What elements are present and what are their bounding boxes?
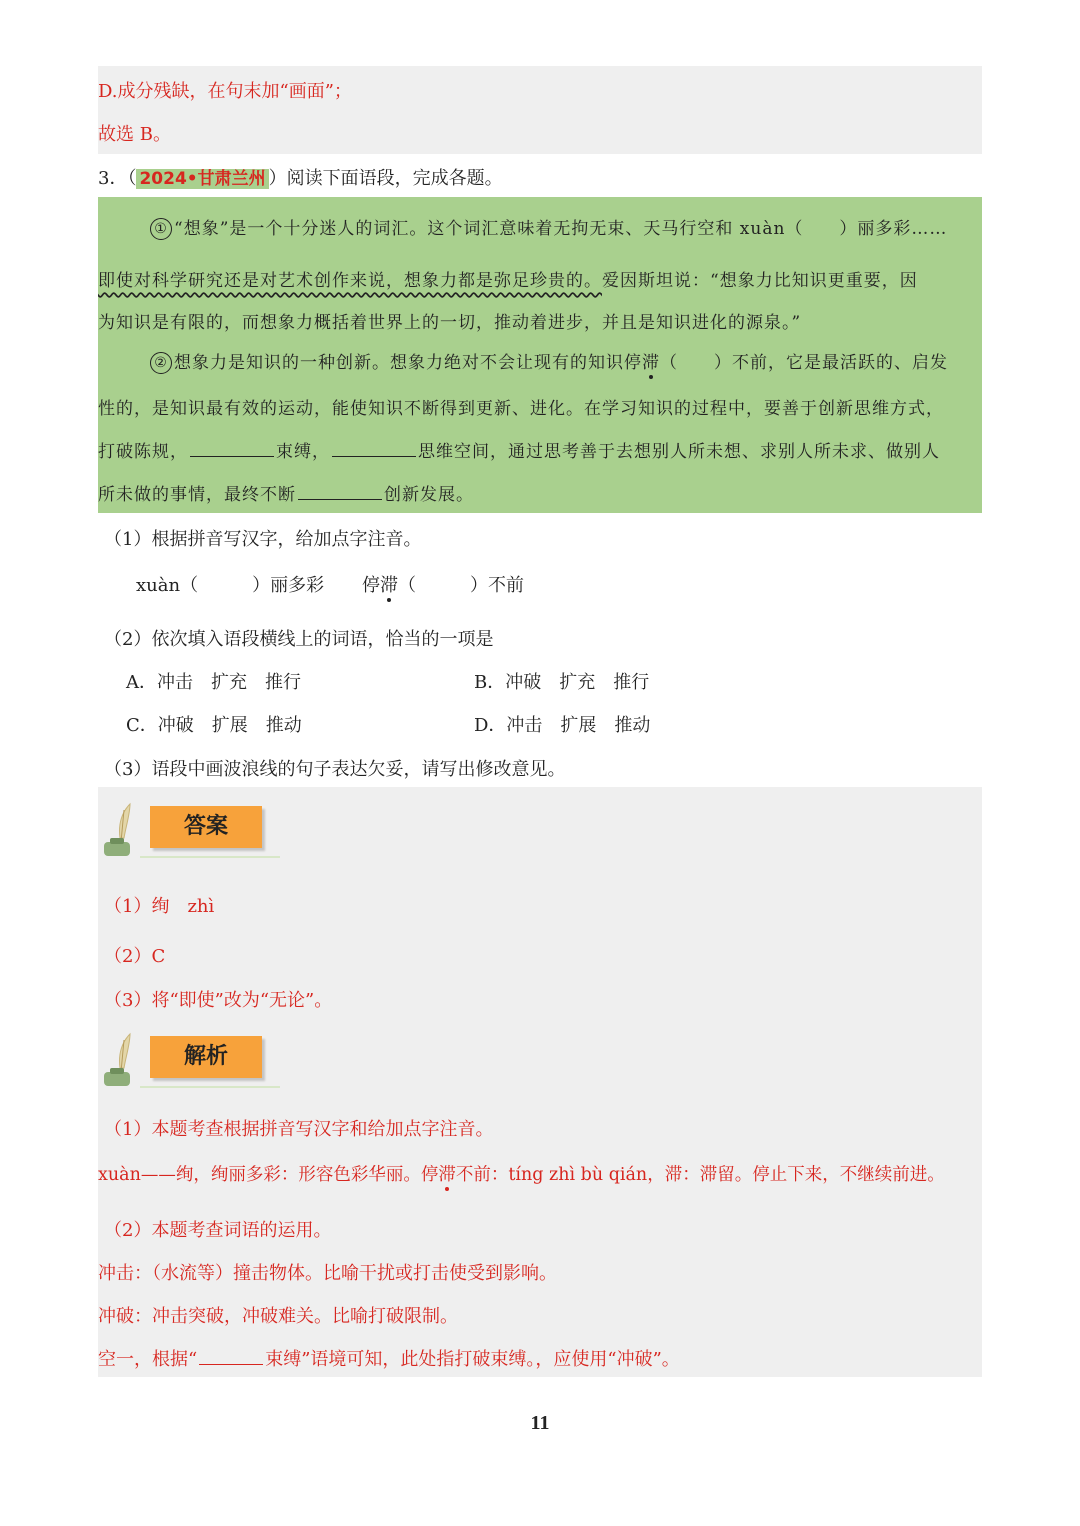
passage-p2-text-c3: 思维空间，通过思考善于去想别人所未想、求别人所未求、做别人: [418, 442, 940, 462]
subquestion-2-prompt: （2）依次填入语段横线上的词语，恰当的一项是: [104, 629, 494, 650]
passage-p2-text-d1: 所未做的事情，最终不断: [98, 485, 296, 505]
option-c: C．冲破 扩展 推动: [126, 715, 302, 736]
answer-banner-label: 答案: [150, 806, 262, 848]
answer-line-1: （1）绚 zhì: [104, 896, 215, 917]
analysis-blank: [199, 1350, 263, 1365]
question-header: [98, 164, 503, 190]
passage-line-1: [150, 214, 947, 240]
subquestion-1-item-a: xuàn（ ）丽多彩: [136, 575, 325, 596]
passage-line-5: 性的，是知识最有效的运动，能使知识不断得到更新、进化。在学习知识的过程中，要善于创新思维方式，: [98, 399, 944, 419]
analysis-line-1: （1）本题考查根据拼音写汉字和给加点字注音。: [104, 1119, 494, 1140]
blank-2: [332, 442, 416, 457]
passage-line-3: 为知识是有限的，而想象力概括着世界上的一切，推动着进步，并且是知识进化的源泉。”: [98, 313, 802, 333]
subquestion-1-item-b: [362, 571, 524, 597]
option-b: B．冲破 扩充 推行: [474, 672, 650, 693]
quill-ink-icon: [100, 802, 150, 862]
item-b-dotted-char: 滞: [380, 575, 398, 596]
passage-line-2: [98, 266, 918, 291]
passage-p2-text-a2: （ ）不前，它是最活跃的、启发: [660, 353, 948, 373]
passage-p2-text-a1: 想象力是知识的一种创新。想象力绝对不会让现有的知识停: [174, 353, 642, 373]
analysis-banner-label: 解析: [150, 1036, 262, 1078]
passage-p1-text-a: “想象”是一个十分迷人的词汇。这个词汇意味着无拘无束、天马行空和 xuàn（ ）丽多彩……: [174, 219, 948, 239]
passage-p2-text-d2: 创新发展。: [384, 485, 474, 505]
blank-1: [190, 442, 274, 457]
answer-line-2: （2）C: [104, 946, 166, 967]
analysis-banner-underline: [140, 1086, 280, 1088]
passage-line-7: [98, 480, 474, 505]
question-number: 3．（: [98, 168, 137, 189]
analysis-line-4: 冲击：（水流等）撞击物体。比喻干扰或打击使受到影响。: [98, 1263, 557, 1284]
question-instruction: ）阅读下面语段，完成各题。: [268, 168, 503, 189]
subquestion-3-prompt: （3）语段中画波浪线的句子表达欠妥，请写出修改意见。: [104, 759, 566, 780]
answer-line-3: （3）将“即使”改为“无论”。: [104, 990, 333, 1011]
item-b-suffix: （ ）不前: [398, 575, 524, 596]
blank-3: [298, 485, 382, 500]
analysis-line-2-b: 不前：tíng zhì bù qián，滞：滞留。停止下来，不继续前进。: [455, 1165, 945, 1185]
analysis-line-6-a: 空一，根据“: [98, 1349, 198, 1370]
passage-p2-text-c2: 束缚，: [276, 442, 330, 462]
answer-banner: [100, 802, 270, 862]
analysis-line-2-a: xuàn——绚，绚丽多彩：形容色彩华丽。停: [98, 1165, 439, 1185]
quill-ink-icon: [100, 1032, 150, 1092]
analysis-dotted-char: 滞: [438, 1165, 456, 1185]
analysis-line-5: 冲破：冲击突破，冲破难关。比喻打破限制。: [98, 1306, 458, 1327]
analysis-line-6-b: 束缚”语境可知，此处指打破束缚。，应使用“冲破”。: [265, 1349, 680, 1370]
analysis-banner: [100, 1032, 270, 1092]
option-a: A．冲击 扩充 推行: [126, 672, 301, 693]
analysis-line-2: [98, 1161, 945, 1186]
passage-line-6: [98, 437, 940, 462]
previous-answer-line-1: D.成分残缺，在句末加“画面”；: [98, 81, 352, 102]
analysis-line-3: （2）本题考查词语的运用。: [104, 1220, 332, 1241]
page-number: 11: [530, 1412, 550, 1434]
answer-banner-underline: [140, 856, 280, 858]
circled-number-1: ①: [150, 218, 172, 240]
item-b-prefix: 停: [362, 575, 380, 596]
previous-answer-line-2: 故选 B。: [98, 124, 171, 145]
passage-line-4: [150, 348, 948, 374]
option-d: D．冲击 扩展 推动: [474, 715, 651, 736]
passage-p2-text-c1: 打破陈规，: [98, 442, 188, 462]
passage-p1-text-b: 爱因斯坦说：“想象力比知识更重要，因: [602, 271, 918, 291]
source-tag: 2024•甘肃兰州: [136, 169, 268, 189]
subquestion-1-prompt: （1）根据拼音写汉字，给加点字注音。: [104, 529, 422, 550]
wavy-underlined-sentence: 即使对科学研究还是对艺术创作来说，想象力都是弥足珍贵的。: [98, 271, 602, 291]
circled-number-2: ②: [150, 352, 172, 374]
analysis-line-6: [98, 1345, 680, 1371]
dotted-character: 滞: [642, 353, 660, 373]
